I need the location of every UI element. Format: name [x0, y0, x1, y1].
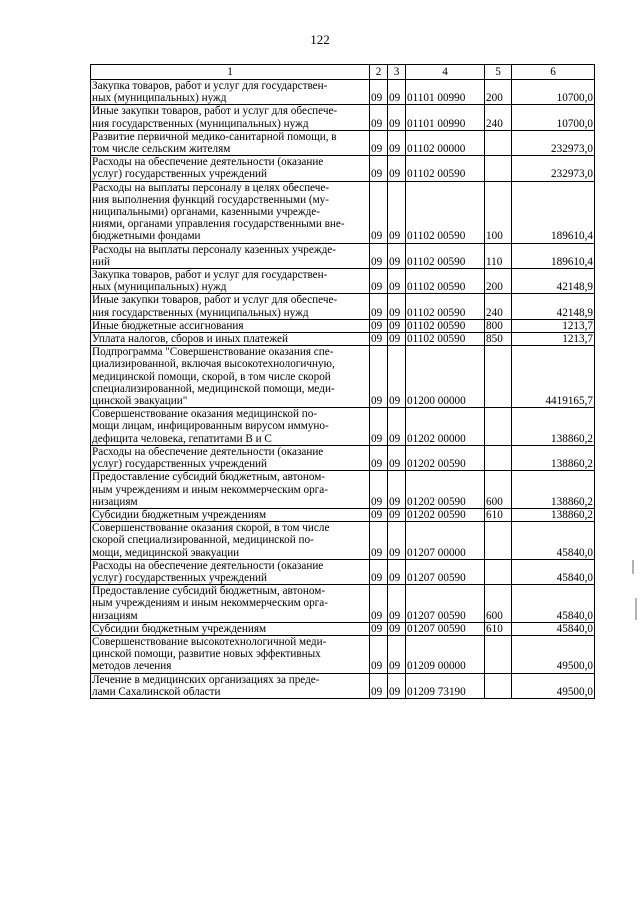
row-c4-cell: 01202 00590 — [406, 471, 485, 509]
row-c2-cell: 09 — [370, 269, 388, 294]
row-c3-cell: 09 — [388, 522, 406, 560]
row-name-cell: Расходы на выплаты персоналу в целях обеспече- ния выполнения функций государственными (му- ниципальными) органами, казенными учрежде- ниями, органами управления государственными вне- бюджетными фондами — [91, 181, 370, 243]
row-c5-cell — [485, 559, 512, 584]
table-row — [91, 559, 595, 584]
row-c2-cell: 09 — [370, 522, 388, 560]
row-c3-cell: 09 — [388, 130, 406, 155]
row-c6-cell: 49500,0 — [512, 635, 595, 673]
row-c5-cell: 610 — [485, 622, 512, 635]
row-c4-cell: 01207 00590 — [406, 585, 485, 623]
row-name-cell: Субсидии бюджетным учреждениям — [91, 622, 370, 635]
row-c4-cell: 01209 00000 — [406, 635, 485, 673]
row-name-cell: Закупка товаров, работ и услуг для государствен- ных (муниципальных) нужд — [91, 80, 370, 105]
table-row — [91, 471, 595, 509]
row-c4-cell: 01207 00590 — [406, 559, 485, 584]
row-c5-cell — [485, 673, 512, 698]
row-c5-cell: 800 — [485, 319, 512, 332]
row-c3-cell: 09 — [388, 156, 406, 181]
column-header: 5 — [485, 65, 512, 80]
row-c2-cell: 09 — [370, 508, 388, 521]
row-c5-cell: 100 — [485, 181, 512, 243]
row-c2-cell: 09 — [370, 294, 388, 319]
row-name-cell: Субсидии бюджетным учреждениям — [91, 508, 370, 521]
row-name-cell: Иные бюджетные ассигнования — [91, 319, 370, 332]
row-name-cell: Предоставление субсидий бюджетным, автоном- ным учреждениям и иным некоммерческим орга- низациям — [91, 585, 370, 623]
row-c2-cell: 09 — [370, 319, 388, 332]
row-c6-cell: 1213,7 — [512, 319, 595, 332]
table-row — [91, 319, 595, 332]
table-row — [91, 622, 595, 635]
table-row — [91, 130, 595, 155]
row-c4-cell: 01202 00590 — [406, 508, 485, 521]
row-c6-cell: 138860,2 — [512, 445, 595, 470]
row-c3-cell: 09 — [388, 346, 406, 408]
row-c4-cell: 01102 00590 — [406, 269, 485, 294]
table-row — [91, 635, 595, 673]
row-c3-cell: 09 — [388, 243, 406, 268]
row-name-cell: Закупка товаров, работ и услуг для государствен- ных (муниципальных) нужд — [91, 269, 370, 294]
row-c4-cell: 01207 00590 — [406, 622, 485, 635]
row-c6-cell: 232973,0 — [512, 130, 595, 155]
row-c2-cell: 09 — [370, 181, 388, 243]
table-row — [91, 445, 595, 470]
row-c4-cell: 01102 00590 — [406, 319, 485, 332]
table-row — [91, 80, 595, 105]
row-c3-cell: 09 — [388, 471, 406, 509]
column-header: 1 — [91, 65, 370, 80]
table-row — [91, 346, 595, 408]
row-c4-cell: 01102 00590 — [406, 156, 485, 181]
row-c6-cell: 42148,9 — [512, 294, 595, 319]
row-c5-cell: 610 — [485, 508, 512, 521]
row-c5-cell: 850 — [485, 333, 512, 346]
row-c4-cell: 01101 00990 — [406, 105, 485, 130]
budget-table — [90, 64, 595, 699]
row-c5-cell: 110 — [485, 243, 512, 268]
row-name-cell: Совершенствование оказания медицинской по- мощи лицам, инфицированным вирусом иммуно- дефицита человека, гепатитами В и С — [91, 408, 370, 446]
row-c3-cell: 09 — [388, 585, 406, 623]
table-row — [91, 522, 595, 560]
column-header: 6 — [512, 65, 595, 80]
row-c5-cell — [485, 156, 512, 181]
row-name-cell: Совершенствование оказания скорой, в том числе скорой специализированной, медицинской по- мощи, медицинской эвакуации — [91, 522, 370, 560]
row-name-cell: Иные закупки товаров, работ и услуг для обеспече- ния государственных (муниципальных) нужд — [91, 294, 370, 319]
row-c4-cell: 01102 00590 — [406, 181, 485, 243]
table-row — [91, 673, 595, 698]
row-c2-cell: 09 — [370, 80, 388, 105]
row-c6-cell: 45840,0 — [512, 522, 595, 560]
row-c3-cell: 09 — [388, 508, 406, 521]
scan-artifact — [632, 560, 634, 574]
row-c6-cell: 138860,2 — [512, 508, 595, 521]
scan-artifact — [635, 598, 637, 620]
table-row — [91, 105, 595, 130]
row-c4-cell: 01102 00590 — [406, 294, 485, 319]
row-c4-cell: 01202 00590 — [406, 445, 485, 470]
row-name-cell: Подпрограмма "Совершенствование оказания спе- циализированной, включая высокотехнологичную, медицинской помощи, скорой, в том числе скорой специализированной, медицинской помощи, меди- цинской эвакуации" — [91, 346, 370, 408]
row-name-cell: Уплата налогов, сборов и иных платежей — [91, 333, 370, 346]
row-c4-cell: 01102 00590 — [406, 243, 485, 268]
row-c5-cell: 600 — [485, 471, 512, 509]
row-c6-cell: 10700,0 — [512, 80, 595, 105]
row-c2-cell: 09 — [370, 243, 388, 268]
row-name-cell: Расходы на выплаты персоналу казенных учрежде- ний — [91, 243, 370, 268]
row-c4-cell: 01102 00000 — [406, 130, 485, 155]
row-c3-cell: 09 — [388, 269, 406, 294]
row-name-cell: Расходы на обеспечение деятельности (оказание услуг) государственных учреждений — [91, 559, 370, 584]
row-c3-cell: 09 — [388, 181, 406, 243]
row-c5-cell: 200 — [485, 269, 512, 294]
row-c6-cell: 138860,2 — [512, 471, 595, 509]
row-c2-cell: 09 — [370, 559, 388, 584]
row-c2-cell: 09 — [370, 585, 388, 623]
row-c5-cell — [485, 408, 512, 446]
row-c3-cell: 09 — [388, 673, 406, 698]
row-c6-cell: 1213,7 — [512, 333, 595, 346]
row-name-cell: Лечение в медицинских организациях за преде- лами Сахалинской области — [91, 673, 370, 698]
row-c5-cell: 200 — [485, 80, 512, 105]
row-name-cell: Иные закупки товаров, работ и услуг для обеспече- ния государственных (муниципальных) нужд — [91, 105, 370, 130]
row-c4-cell: 01209 73190 — [406, 673, 485, 698]
row-c4-cell: 01200 00000 — [406, 346, 485, 408]
row-c4-cell: 01202 00000 — [406, 408, 485, 446]
row-c6-cell: 49500,0 — [512, 673, 595, 698]
row-c6-cell: 10700,0 — [512, 105, 595, 130]
row-c3-cell: 09 — [388, 408, 406, 446]
row-c5-cell: 240 — [485, 105, 512, 130]
row-c2-cell: 09 — [370, 156, 388, 181]
row-c6-cell: 42148,9 — [512, 269, 595, 294]
table-row — [91, 243, 595, 268]
row-c5-cell — [485, 522, 512, 560]
row-c3-cell: 09 — [388, 445, 406, 470]
row-c6-cell: 45840,0 — [512, 585, 595, 623]
table-row — [91, 181, 595, 243]
row-c6-cell: 189610,4 — [512, 243, 595, 268]
row-c6-cell: 45840,0 — [512, 622, 595, 635]
row-name-cell: Развитие первичной медико-санитарной помощи, в том числе сельским жителям — [91, 130, 370, 155]
row-c2-cell: 09 — [370, 408, 388, 446]
row-c6-cell: 232973,0 — [512, 156, 595, 181]
row-c2-cell: 09 — [370, 445, 388, 470]
table-row — [91, 408, 595, 446]
row-c5-cell: 600 — [485, 585, 512, 623]
row-c3-cell: 09 — [388, 333, 406, 346]
table-row — [91, 333, 595, 346]
row-name-cell: Совершенствование высокотехнологичной меди- цинской помощи, развитие новых эффективных методов лечения — [91, 635, 370, 673]
row-c6-cell: 189610,4 — [512, 181, 595, 243]
row-c2-cell: 09 — [370, 346, 388, 408]
row-name-cell: Расходы на обеспечение деятельности (оказание услуг) государственных учреждений — [91, 445, 370, 470]
column-header: 2 — [370, 65, 388, 80]
row-c5-cell: 240 — [485, 294, 512, 319]
page-number: 122 — [310, 32, 330, 47]
table-row — [91, 585, 595, 623]
table-row — [91, 156, 595, 181]
table-row — [91, 294, 595, 319]
row-c5-cell — [485, 445, 512, 470]
row-c2-cell: 09 — [370, 471, 388, 509]
column-header: 4 — [406, 65, 485, 80]
row-c3-cell: 09 — [388, 105, 406, 130]
table-row — [91, 508, 595, 521]
row-c2-cell: 09 — [370, 105, 388, 130]
row-c3-cell: 09 — [388, 559, 406, 584]
row-c4-cell: 01207 00000 — [406, 522, 485, 560]
row-c3-cell: 09 — [388, 319, 406, 332]
row-c3-cell: 09 — [388, 294, 406, 319]
row-c2-cell: 09 — [370, 673, 388, 698]
row-name-cell: Предоставление субсидий бюджетным, автоном- ным учреждениям и иным некоммерческим орга- низациям — [91, 471, 370, 509]
row-c3-cell: 09 — [388, 80, 406, 105]
row-c6-cell: 138860,2 — [512, 408, 595, 446]
row-c3-cell: 09 — [388, 622, 406, 635]
column-header: 3 — [388, 65, 406, 80]
row-c6-cell: 4419165,7 — [512, 346, 595, 408]
row-c2-cell: 09 — [370, 635, 388, 673]
row-c5-cell — [485, 346, 512, 408]
row-c5-cell — [485, 130, 512, 155]
row-c4-cell: 01101 00990 — [406, 80, 485, 105]
row-name-cell: Расходы на обеспечение деятельности (оказание услуг) государственных учреждений — [91, 156, 370, 181]
row-c2-cell: 09 — [370, 622, 388, 635]
row-c2-cell: 09 — [370, 333, 388, 346]
row-c3-cell: 09 — [388, 635, 406, 673]
row-c6-cell: 45840,0 — [512, 559, 595, 584]
table-row — [91, 269, 595, 294]
row-c2-cell: 09 — [370, 130, 388, 155]
row-c4-cell: 01102 00590 — [406, 333, 485, 346]
table-header-row — [91, 65, 595, 80]
row-c5-cell — [485, 635, 512, 673]
